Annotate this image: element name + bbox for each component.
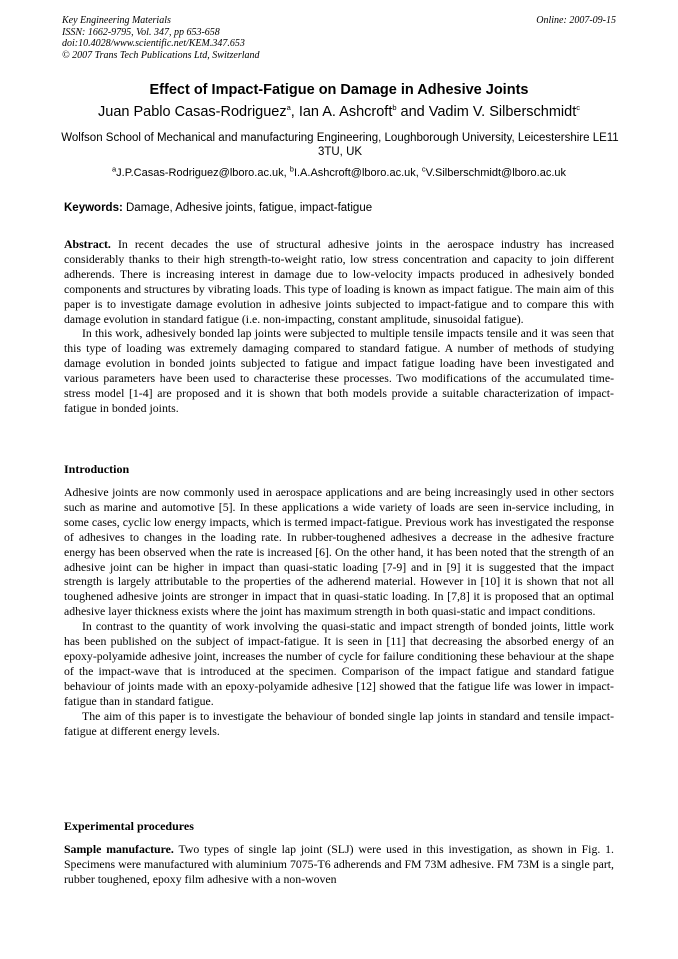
experimental-paragraph	[64, 842, 614, 887]
email-address: I.A.Ashcroft@lboro.ac.uk	[293, 167, 416, 179]
abstract-text: In recent decades the use of structural adhesive joints in the aerospace industry has increased considerably thanks to their high strength-to-weight ratio, low stress concentration and capacity to join different adherends. There is increasing interest in damage due to low-velocity impacts produced in adhesively bonded components and structures by vibrating loads. This type of loading is known as impact fatigue. The main aim of this paper is to investigate damage evolution in adhesive joints subjected to impact-fatigue and to compare this with damage evolution in standard fatigue (i.e. non-impacting, constant amplitude, sinusoidal fatigue).	[64, 237, 614, 326]
issn-line: ISSN: 1662-9795, Vol. 347, pp 653-658	[62, 26, 220, 38]
abstract-paragraph	[64, 237, 614, 326]
email-mark: c	[421, 164, 426, 174]
section-heading-introduction: Introduction	[64, 462, 130, 476]
email-address: V.Silberschmidt@lboro.ac.uk	[425, 167, 567, 179]
intro-paragraph-2: In contrast to the quantity of work involving the quasi-static and impact strength of bonded joints, little work has been published on the subject of impact-fatigue. It is seen in [11] that decreasing the absorbed energy of an epoxy-polyamide adhesive joint, increases the number of cycle for failure conditioning these behaviour at the shape of the impact-wave that is introduced at the specimen. Comparison of the impact fatigue and standard fatigue behaviour of joints made with an epoxy-polyamide adhesive [12] showed that the fatigue life was lower in impact-fatigue than in standard fatigue.	[64, 619, 614, 708]
introduction-section	[64, 485, 614, 738]
author-name: Ian A. Ashcroft	[298, 104, 393, 120]
doi-line: doi:10.4028/www.scientific.net/KEM.347.653	[62, 38, 245, 49]
experimental-section	[64, 842, 614, 887]
keywords	[64, 202, 372, 214]
section-heading-experimental: Experimental procedures	[64, 819, 194, 833]
author-separator: and	[396, 104, 429, 120]
sample-manufacture-label: Sample manufacture.	[64, 842, 174, 856]
abstract-paragraph-2: In this work, adhesively bonded lap joints were subjected to multiple tensile impacts tensile and it was seen that this type of loading was extremely damaging compared to standard fatigue. A number of methods of studying damage evolution in bonded joints subjected to fatigue and impact fatigue loading have been investigated and various parameters have been used to characterise these processes. Two modifications of the accumulated time-stress model [1-4] are proposed and it is shown that both models provide a suitable characterization of impact-fatigue in bonded joints.	[64, 326, 614, 415]
author-name: Vadim V. Silberschmidt	[428, 104, 577, 120]
author-name: Juan Pablo Casas-Rodriguez	[98, 104, 287, 120]
keywords-label: Keywords:	[64, 202, 123, 214]
intro-paragraph-1: Adhesive joints are now commonly used in aerospace applications and are being increasingly used in other sectors such as marine and automotive [5]. In these applications a wide variety of loads are seen in-service including, in some cases, cyclic low energy impacts, which is termed impact-fatigue. Previous work has investigated the response of adhesives to changes in the loading rate. In rubber-toughened adhesives a decrease in the adhesive fracture energy has been observed when the rate is increased [6]. On the other hand, it has been noted that the strength of an adhesive joint can be higher in impact than quasi-static loading [7-9] and in [9] it is suggested that the impact strength is largely attributable to the properties of the adherend material. However in [10] it is shown that not all toughened adhesive joints are stronger in impact that in quasi-static loading. In [7,8] it is proposed that an optimal adhesive layer thickness exists where the joint has maximum strength in both quasi-static and impact conditions.	[64, 485, 614, 619]
paper-title: Effect of Impact-Fatigue on Damage in Adhesive Joints	[149, 82, 529, 98]
affiliation: Wolfson School of Mechanical and manufacturing Engineering, Loughborough University, Leicestershire LE11 3TU, UK	[61, 132, 619, 158]
keywords-text: Damage, Adhesive joints, fatigue, impact-fatigue	[126, 202, 373, 214]
author-affil-mark: c	[576, 103, 580, 113]
copyright-line: © 2007 Trans Tech Publications Ltd, Switzerland	[62, 49, 260, 61]
author-list	[0, 104, 678, 120]
email-separator: ,	[283, 167, 290, 179]
author-separator: ,	[290, 104, 299, 120]
journal-header	[62, 15, 616, 61]
email-mark: b	[289, 164, 294, 174]
author-affil-mark: b	[392, 103, 397, 113]
intro-paragraph-3: The aim of this paper is to investigate the behaviour of bonded single lap joints in standard and tensile impact-fatigue at different energy levels.	[64, 708, 614, 738]
abstract-section	[64, 237, 614, 416]
author-affil-mark: a	[286, 103, 291, 113]
online-date: Online: 2007-09-15	[536, 15, 616, 26]
email-mark: a	[111, 164, 117, 174]
experimental-text: Two types of single lap joint (SLJ) were used in this investigation, as shown in Fig. 1. Specimens were manufactured with aluminium 7075-T6 adherends and FM 73M adhesive. FM 73M is a single part, rubber toughened, epoxy film adhesive with a non-woven	[64, 842, 614, 886]
email-address: J.P.Casas-Rodriguez@lboro.ac.uk	[116, 167, 284, 179]
email-list	[0, 164, 678, 179]
journal-name: Key Engineering Materials	[62, 15, 171, 26]
email-separator: ,	[415, 167, 422, 179]
abstract-label: Abstract.	[64, 237, 111, 251]
